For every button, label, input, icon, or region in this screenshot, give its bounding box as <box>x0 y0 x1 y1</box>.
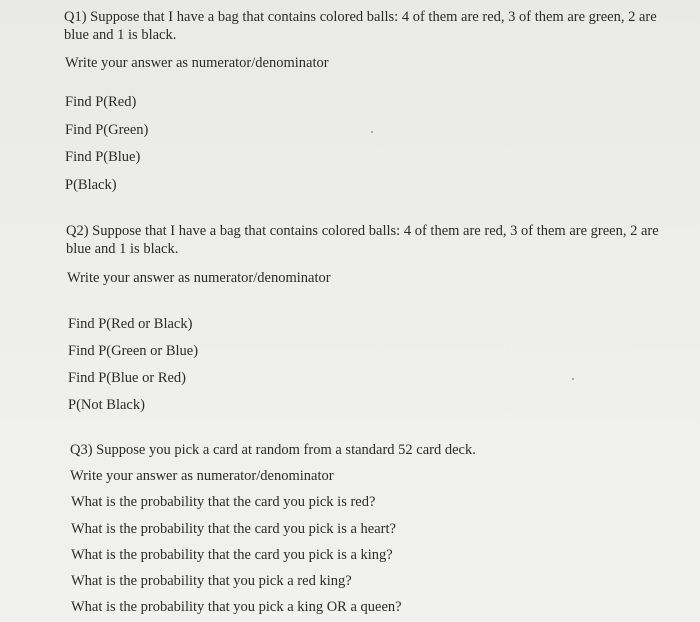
q2-question-line-2: blue and 1 is black. <box>66 241 179 257</box>
q2-item-green-or-blue: Find P(Green or Blue) <box>68 343 199 359</box>
q2-item-blue-or-red: Find P(Blue or Red) <box>68 370 187 386</box>
q1-item-black: P(Black) <box>65 177 117 193</box>
q3-question-line-1: Q3) Suppose you pick a card at random from a standard 52 card deck. <box>70 442 476 458</box>
q1-question-line-2: blue and 1 is black. <box>64 27 177 43</box>
q2-item-not-black: P(Not Black) <box>68 397 145 413</box>
q3-item-red-card: What is the probability that the card you pick is red? <box>71 494 376 510</box>
q3-item-king-or-queen: What is the probability that you pick a king OR a queen? <box>71 599 402 615</box>
q3-instruction: Write your answer as numerator/denominator <box>70 468 334 484</box>
q3-item-king: What is the probability that the card you pick is a king? <box>71 547 393 563</box>
q2-item-red-or-black: Find P(Red or Black) <box>68 316 193 332</box>
q1-item-red: Find P(Red) <box>65 94 137 110</box>
q1-instruction: Write your answer as numerator/denominator <box>65 55 329 71</box>
q3-item-heart: What is the probability that the card you pick is a heart? <box>71 521 396 537</box>
page-speck <box>371 131 373 133</box>
page-speck <box>572 378 574 380</box>
q2-question-line-1: Q2) Suppose that I have a bag that contains colored balls: 4 of them are red, 3 of them are green, 2 are <box>66 223 659 239</box>
q3-item-red-king: What is the probability that you pick a red king? <box>71 573 352 589</box>
q1-item-green: Find P(Green) <box>65 122 149 138</box>
q1-question-line-1: Q1) Suppose that I have a bag that contains colored balls: 4 of them are red, 3 of them are green, 2 are <box>64 9 657 25</box>
q1-item-blue: Find P(Blue) <box>65 149 141 165</box>
q2-instruction: Write your answer as numerator/denominator <box>67 270 331 286</box>
